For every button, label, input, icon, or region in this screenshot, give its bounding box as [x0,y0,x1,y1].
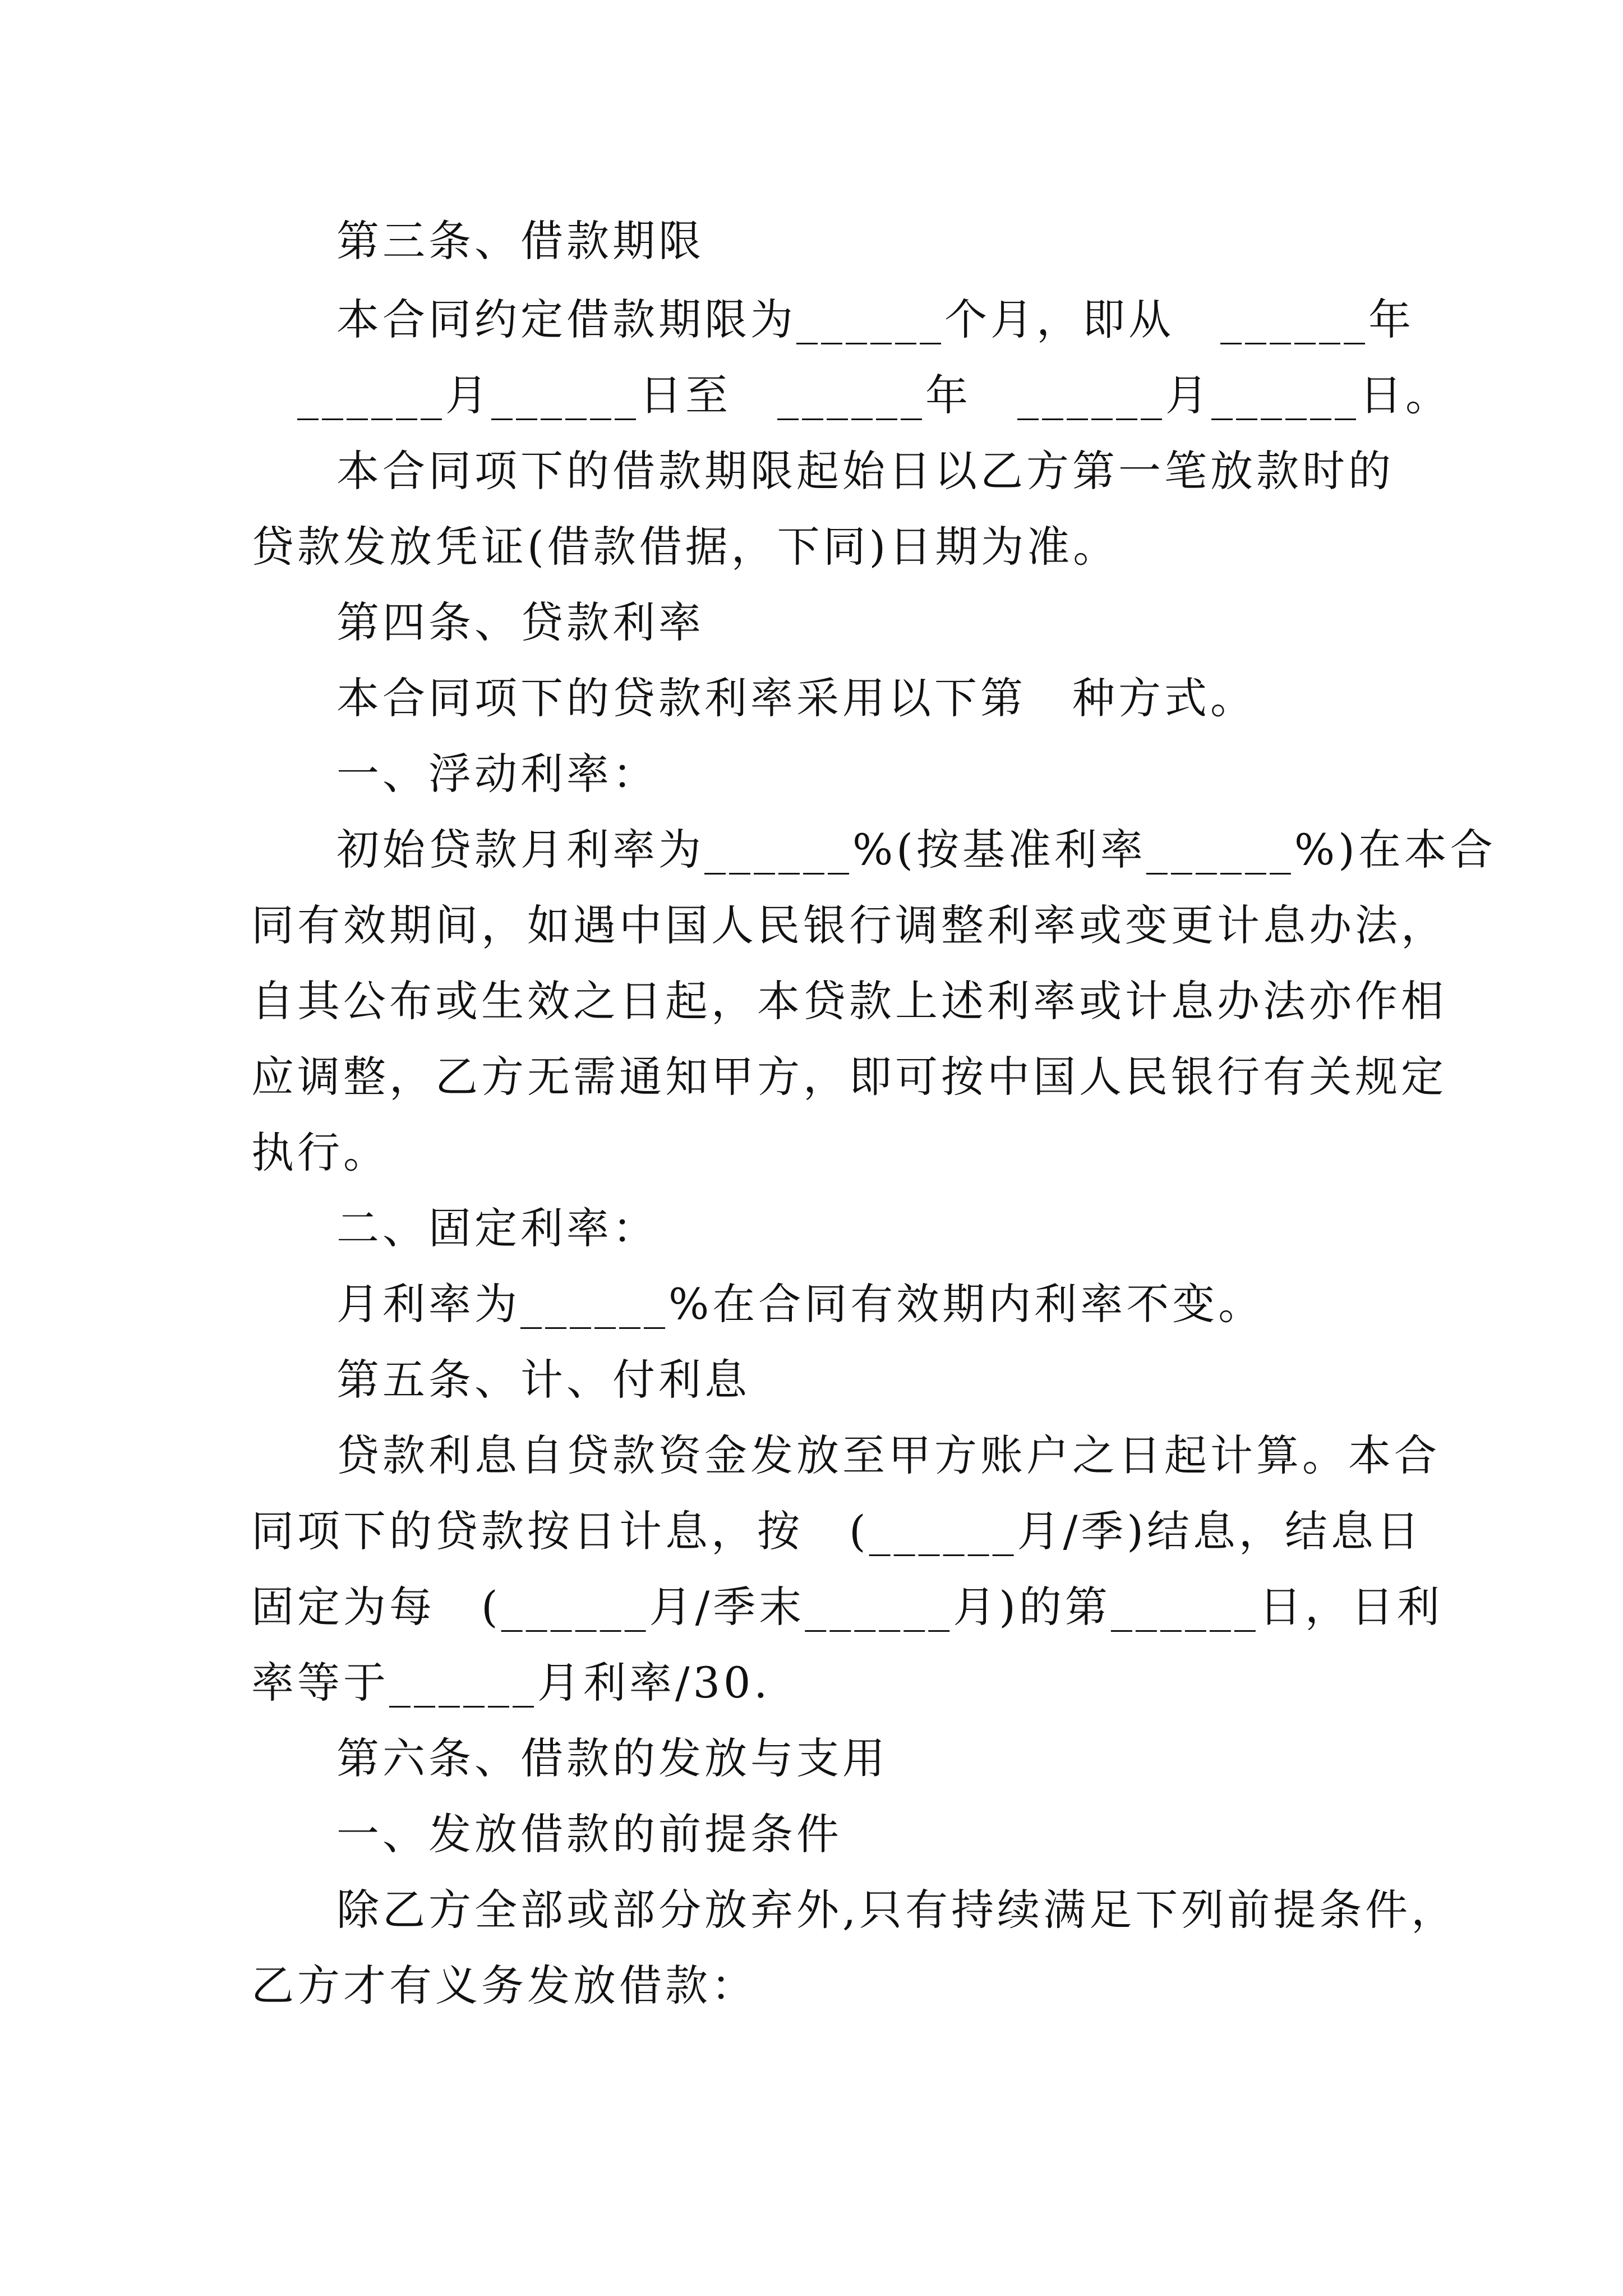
floating-rate-line-4: 应调整，乙方无需通知甲方，即可按中国人民银行有关规定 [251,1052,1447,1102]
preconditions-line-2: 乙方才有义务发放借款： [251,1961,757,2010]
term-start-line-2: 贷款发放凭证(借款借据，下同)日期为准。 [251,522,1119,572]
interest-line-2: 同项下的贷款按日计息，按 (______月/季)结息，结息日 [251,1506,1423,1556]
preconditions-heading: 一、发放借款的前提条件 [336,1809,842,1859]
floating-rate-line-5: 执行。 [251,1128,389,1177]
article-6-heading: 第六条、借款的发放与支用 [336,1733,888,1783]
fixed-rate-heading: 二、固定利率： [336,1203,658,1253]
article-5-heading: 第五条、计、付利息 [336,1355,750,1405]
fixed-rate-line: 月利率为______%在合同有效期内利率不变。 [336,1279,1265,1329]
interest-line-4: 率等于______月利率/30. [251,1658,771,1708]
interest-line-3: 固定为每 (______月/季末______月)的第______日，日利 [251,1582,1443,1632]
floating-rate-line-2: 同有效期间，如遇中国人民银行调整利率或变更计息办法， [251,900,1447,950]
article-3-heading: 第三条、借款期限 [336,216,704,266]
floating-rate-heading: 一、浮动利率： [336,749,658,799]
loan-term-line-2: ______月______日至 ______年 ______月______日。 [251,370,1451,420]
loan-term-line-1: 本合同约定借款期限为______个月，即从 ______年 [336,295,1414,344]
rate-method-line: 本合同项下的贷款利率采用以下第 种方式。 [336,673,1256,723]
interest-line-1: 贷款利息自贷款资金发放至甲方账户之日起计算。本合 [336,1430,1440,1480]
term-start-line-1: 本合同项下的借款期限起始日以乙方第一笔放款时的 [336,446,1394,496]
article-4-heading: 第四条、贷款利率 [336,597,704,647]
preconditions-line-1: 除乙方全部或部分放弃外,只有持续满足下列前提条件， [336,1885,1458,1935]
floating-rate-line-3: 自其公布或生效之日起，本贷款上述利率或计息办法亦作相 [251,976,1447,1026]
floating-rate-line-1: 初始贷款月利率为______%(按基准利率______%)在本合 [336,825,1496,875]
